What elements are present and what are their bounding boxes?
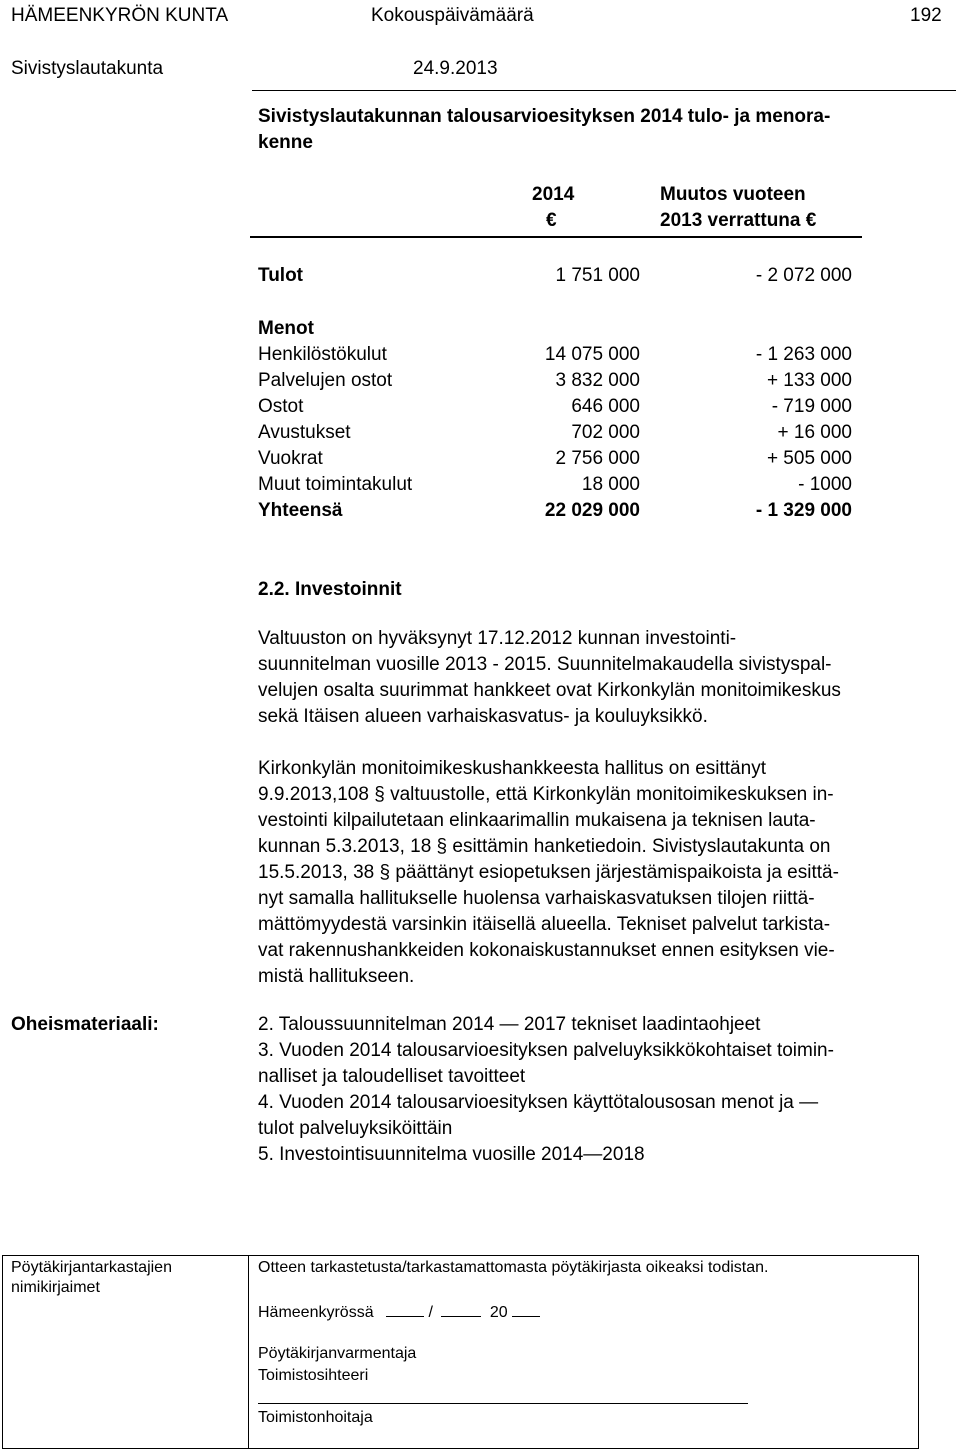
- attachment-item: 5. Investointisuunnitelma vuosille 2014—2018: [258, 1144, 645, 1165]
- day-blank: [386, 1300, 424, 1317]
- paragraph-line: Kirkonkylän monitoimikeskushankkeesta hallitus on esittänyt: [258, 758, 766, 779]
- expense-row-value: 3 832 000: [555, 370, 640, 391]
- table-header-rule: [250, 236, 862, 238]
- investment-paragraph-1: [258, 626, 948, 730]
- header-divider: [252, 90, 956, 91]
- expense-row-value: 18 000: [581, 474, 640, 495]
- expense-row-label: Palvelujen ostot: [258, 370, 393, 391]
- expense-row-change: + 16 000: [777, 422, 852, 443]
- paragraph-line: vestointi kilpailutetaan elinkaarimallin mukaisena ja teknisen lauta-: [258, 810, 816, 831]
- section-title-line1: Sivistyslautakunnan talousarvioesityksen 2014 tulo- ja menora-: [258, 106, 831, 127]
- expense-row-label: Ostot: [258, 396, 304, 417]
- place-name: Hämeenkyrössä: [258, 1304, 374, 1321]
- attachment-item: 2. Taloussuunnitelman 2014 — 2017 tekniset laadintaohjeet: [258, 1014, 761, 1035]
- subsection-heading: 2.2. Investoinnit: [258, 579, 402, 600]
- office-manager-title: Toimistonhoitaja: [258, 1409, 373, 1426]
- year-prefix: 20: [489, 1304, 508, 1321]
- footer-bottom-border: [2, 1448, 919, 1449]
- paragraph-line: nyt samalla hallitukselle huolensa varhaiskasvatuksen tilojen riittä-: [258, 888, 815, 909]
- col-change-heading-line1: Muutos vuoteen: [660, 184, 806, 205]
- expense-row-change: + 505 000: [766, 448, 852, 469]
- paragraph-line: suunnitelman vuosille 2013 - 2015. Suunnitelmakaudella sivistyspal-: [258, 654, 832, 675]
- attachment-item: 4. Vuoden 2014 talousarvioesityksen käyttötalousosan menot ja —: [258, 1092, 819, 1113]
- expense-row-label: Henkilöstökulut: [258, 344, 387, 365]
- paragraph-line: 9.9.2013,108 § valtuustolle, että Kirkonkylän monitoimikeskuksen in-: [258, 784, 834, 805]
- municipality-name: HÄMEENKYRÖN KUNTA: [11, 5, 229, 26]
- income-label: Tulot: [258, 265, 304, 286]
- expense-row-label: Muut toimintakulut: [258, 474, 413, 495]
- board-name: Sivistyslautakunta: [11, 58, 164, 79]
- expense-row-label: Vuokrat: [258, 448, 323, 469]
- date-slash: /: [428, 1304, 433, 1321]
- paragraph-line: mättömyydestä varsinkin itäisellä alueella. Tekniset palvelut tarkista-: [258, 914, 831, 935]
- investment-paragraph-2: [258, 756, 948, 990]
- paragraph-line: 15.5.2013, 38 § päättänyt esiopetuksen järjestämispaikoista ja esittä-: [258, 862, 839, 883]
- initials-label-line1: Pöytäkirjantarkastajien: [11, 1259, 172, 1276]
- meeting-date: 24.9.2013: [413, 58, 498, 79]
- col-change-heading-line2: 2013 verrattuna €: [660, 210, 817, 231]
- total-value: 22 029 000: [544, 500, 640, 521]
- attachment-item: tulot palveluyksiköittäin: [258, 1118, 453, 1139]
- expense-row-value: 2 756 000: [555, 448, 640, 469]
- expense-row-change: - 719 000: [771, 396, 852, 417]
- secretary-title: Toimistosihteeri: [258, 1367, 369, 1384]
- expense-row-value: 702 000: [571, 422, 640, 443]
- section-title-line2: kenne: [258, 132, 313, 153]
- paragraph-line: kunnan 5.3.2013, 18 § esittämin hanketiedoin. Sivistyslautakunta on: [258, 836, 831, 857]
- page-number: 192: [910, 5, 942, 26]
- certification-text: Otteen tarkastetusta/tarkastamattomasta pöytäkirjasta oikeaksi todistan.: [258, 1259, 769, 1276]
- paragraph-line: mistä hallitukseen.: [258, 966, 415, 987]
- expense-row-value: 14 075 000: [544, 344, 640, 365]
- expense-row-label: Avustukset: [258, 422, 351, 443]
- total-label: Yhteensä: [258, 500, 343, 521]
- year-blank: [512, 1300, 540, 1317]
- paragraph-line: sekä Itäisen alueen varhaiskasvatus- ja kouluyksikkö.: [258, 706, 708, 727]
- attachments-list: [258, 1012, 948, 1168]
- total-change: - 1 329 000: [755, 500, 852, 521]
- signature-line: [258, 1403, 748, 1404]
- income-value: 1 751 000: [555, 265, 640, 286]
- footer-left-border: [2, 1255, 3, 1449]
- expense-row-change: - 1 263 000: [755, 344, 852, 365]
- initials-label: [11, 1258, 172, 1298]
- attachment-item: nalliset ja taloudelliset tavoitteet: [258, 1066, 526, 1087]
- expenses-heading: Menot: [258, 318, 314, 339]
- initials-label-line2: nimikirjaimet: [11, 1279, 100, 1296]
- place-date-line: [258, 1300, 540, 1323]
- expense-row-change: - 1000: [798, 474, 852, 495]
- footer-right-border: [918, 1255, 919, 1449]
- col-year-heading: 2014: [532, 184, 575, 205]
- income-change: - 2 072 000: [755, 265, 852, 286]
- col-year-unit: €: [546, 210, 557, 231]
- attachments-label: Oheismateriaali:: [11, 1014, 159, 1035]
- expense-row-value: 646 000: [571, 396, 640, 417]
- attachment-item: 3. Vuoden 2014 talousarvioesityksen palveluyksikkökohtaiset toimin-: [258, 1040, 834, 1061]
- month-blank: [441, 1300, 481, 1317]
- meeting-date-label: Kokouspäivämäärä: [371, 5, 534, 26]
- paragraph-line: vat rakennushankkeiden kokonaiskustannukset ennen esityksen vie-: [258, 940, 835, 961]
- paragraph-line: velujen osalta suurimmat hankkeet ovat Kirkonkylän monitoimikeskus: [258, 680, 841, 701]
- certifier-title: Pöytäkirjanvarmentaja: [258, 1345, 417, 1362]
- footer-divider: [248, 1255, 249, 1449]
- expense-row-change: + 133 000: [766, 370, 852, 391]
- footer-top-border: [2, 1255, 919, 1256]
- paragraph-line: Valtuuston on hyväksynyt 17.12.2012 kunnan investointi-: [258, 628, 737, 649]
